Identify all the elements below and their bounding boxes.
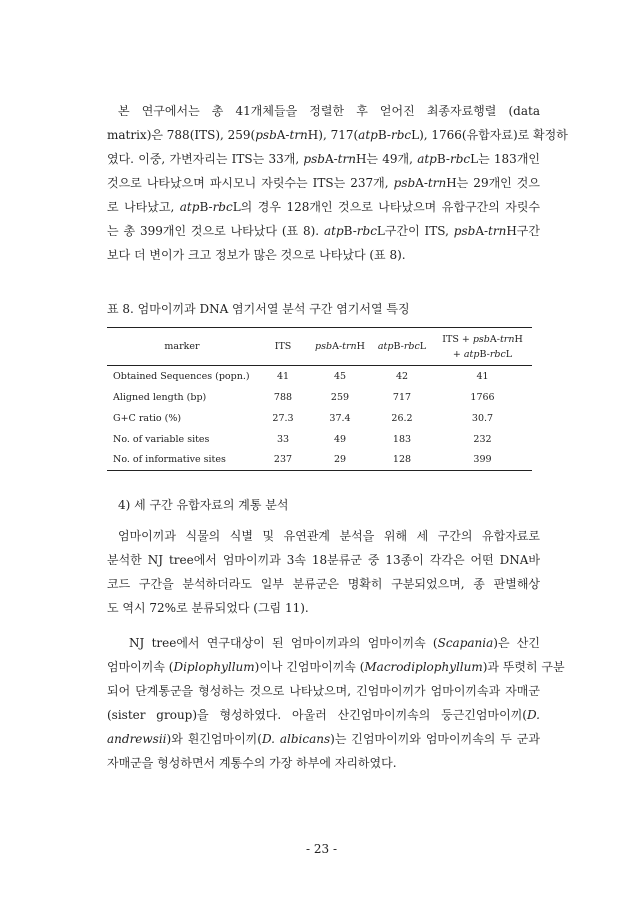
table-cell: 128 — [392, 454, 412, 466]
intro-paragraph — [107, 99, 568, 267]
table-cell: 717 — [392, 391, 412, 403]
text-line: 엄마이끼속 (Diplophyllum)이나 긴엄마이끼속 (Macrodiplophyllum)과 뚜렷히 구분 — [107, 660, 565, 674]
table-row — [107, 429, 532, 450]
text-line: matrix)은 788(ITS), 259(psbA-trnH), 717(atpB-rbcL), 1766(유합자료)로 확정하 — [107, 128, 568, 142]
text-line: NJ tree에서 연구대상이 된 엄마이끼과의 엄마이끼속 (Scapania)은 산긴 — [129, 636, 540, 650]
text-line: 엄마이끼과 식물의 식별 및 유연관계 분석을 위해 세 구간의 유합자료로 — [118, 529, 540, 543]
table-cell: 42 — [395, 370, 409, 382]
text-line: 코드 구간을 분석하더라도 일부 분류군은 명확히 구분되었으며, 종 판별해상 — [107, 577, 540, 591]
section-heading: 4) 세 구간 유합자료의 계통 분석 — [118, 498, 289, 512]
table-row — [107, 450, 532, 471]
text-line: 였다. 이중, 가변자리는 ITS는 33개, psbA-trnH는 49개, atpB-rbcL는 183개인 — [107, 152, 540, 166]
header-atpB-rbcL: atpB-rbcL — [377, 341, 427, 352]
text-line: (sister group)을 형성하였다. 아울러 산긴엄마이끼속의 둥근긴엄마이끼(D. — [107, 708, 540, 722]
table-cell: 30.7 — [471, 412, 494, 424]
header-combined: ITS + psbA-trnH + atpB-rbcL — [442, 333, 523, 360]
row-label: G+C ratio (%) — [113, 412, 182, 424]
table-cell: 26.2 — [391, 412, 413, 424]
table-cell: 29 — [333, 454, 347, 466]
page-number: - 23 - — [305, 842, 337, 856]
table-cell: 259 — [330, 391, 350, 403]
table-cell: 37.4 — [329, 412, 351, 424]
table-cell: 27.3 — [272, 412, 294, 424]
text-line: 보다 더 변이가 크고 정보가 많은 것으로 나타났다 (표 8). — [107, 248, 406, 262]
text-line: 분석한 NJ tree에서 엄마이끼과 3속 18분류군 중 13종이 각각은 어떤 DNA바 — [107, 553, 540, 567]
table-caption: 표 8. 엄마이끼과 DNA 염기서열 분석 구간 염기서열 특징 — [107, 302, 410, 316]
table-cell: 232 — [473, 433, 492, 445]
header-its: ITS — [274, 341, 292, 352]
table-cell: 33 — [276, 433, 290, 445]
header-marker: marker — [164, 341, 200, 352]
table-cell: 41 — [276, 370, 290, 382]
nj-tree-paragraph — [107, 631, 565, 775]
row-label: No. of variable sites — [113, 433, 210, 445]
table-cell: 45 — [333, 370, 347, 382]
text-line: 것으로 나타났으며 파시모니 자릿수는 ITS는 237개, psbA-trnH는 29개인 것으 — [107, 176, 540, 190]
text-line: 자매군을 형성하면서 계통수의 가장 하부에 자리하였다. — [107, 756, 397, 770]
header-psbA-trnH: psbA-trnH — [315, 341, 365, 352]
text-line: 는 총 399개인 것으로 나타났다 (표 8). atpB-rbcL구간이 ITS, psbA-trnH구간 — [107, 224, 540, 238]
text-line: 본 연구에서는 총 41개체들을 정렬한 후 얻어진 최종자료행렬 (data — [118, 104, 540, 118]
table-row — [107, 408, 532, 429]
table-row — [107, 366, 532, 387]
text-line: 되어 단계통군을 형성하는 것으로 나타났으며, 긴엄마이끼가 엄마이끼속과 자매군 — [107, 684, 540, 698]
row-label: Aligned length (bp) — [113, 391, 207, 403]
row-label: Obtained Sequences (popn.) — [113, 370, 250, 382]
table-cell: 41 — [476, 370, 489, 382]
table-cell: 49 — [333, 433, 347, 445]
table-cell: 183 — [392, 433, 412, 445]
text-line: 로 나타났고, atpB-rbcL의 경우 128개인 것으로 나타났으며 유합구간의 자릿수 — [107, 200, 540, 214]
table-cell: 399 — [473, 454, 492, 466]
table-cell: 1766 — [470, 391, 495, 403]
text-line: 도 역시 72%로 분류되었다 (그림 11). — [107, 601, 309, 615]
sequence-characteristics-table — [107, 327, 532, 471]
table-cell: 788 — [273, 391, 293, 403]
text-line: andrewsii)와 흰긴엄마이끼(D. albicans)는 긴엄마이끼와 엄마이끼속의 두 군과 — [107, 732, 540, 746]
table-row — [107, 387, 532, 408]
analysis-paragraph — [107, 524, 540, 620]
row-label: No. of informative sites — [113, 454, 226, 466]
table-cell: 237 — [273, 454, 293, 466]
table-header-row — [107, 328, 532, 366]
